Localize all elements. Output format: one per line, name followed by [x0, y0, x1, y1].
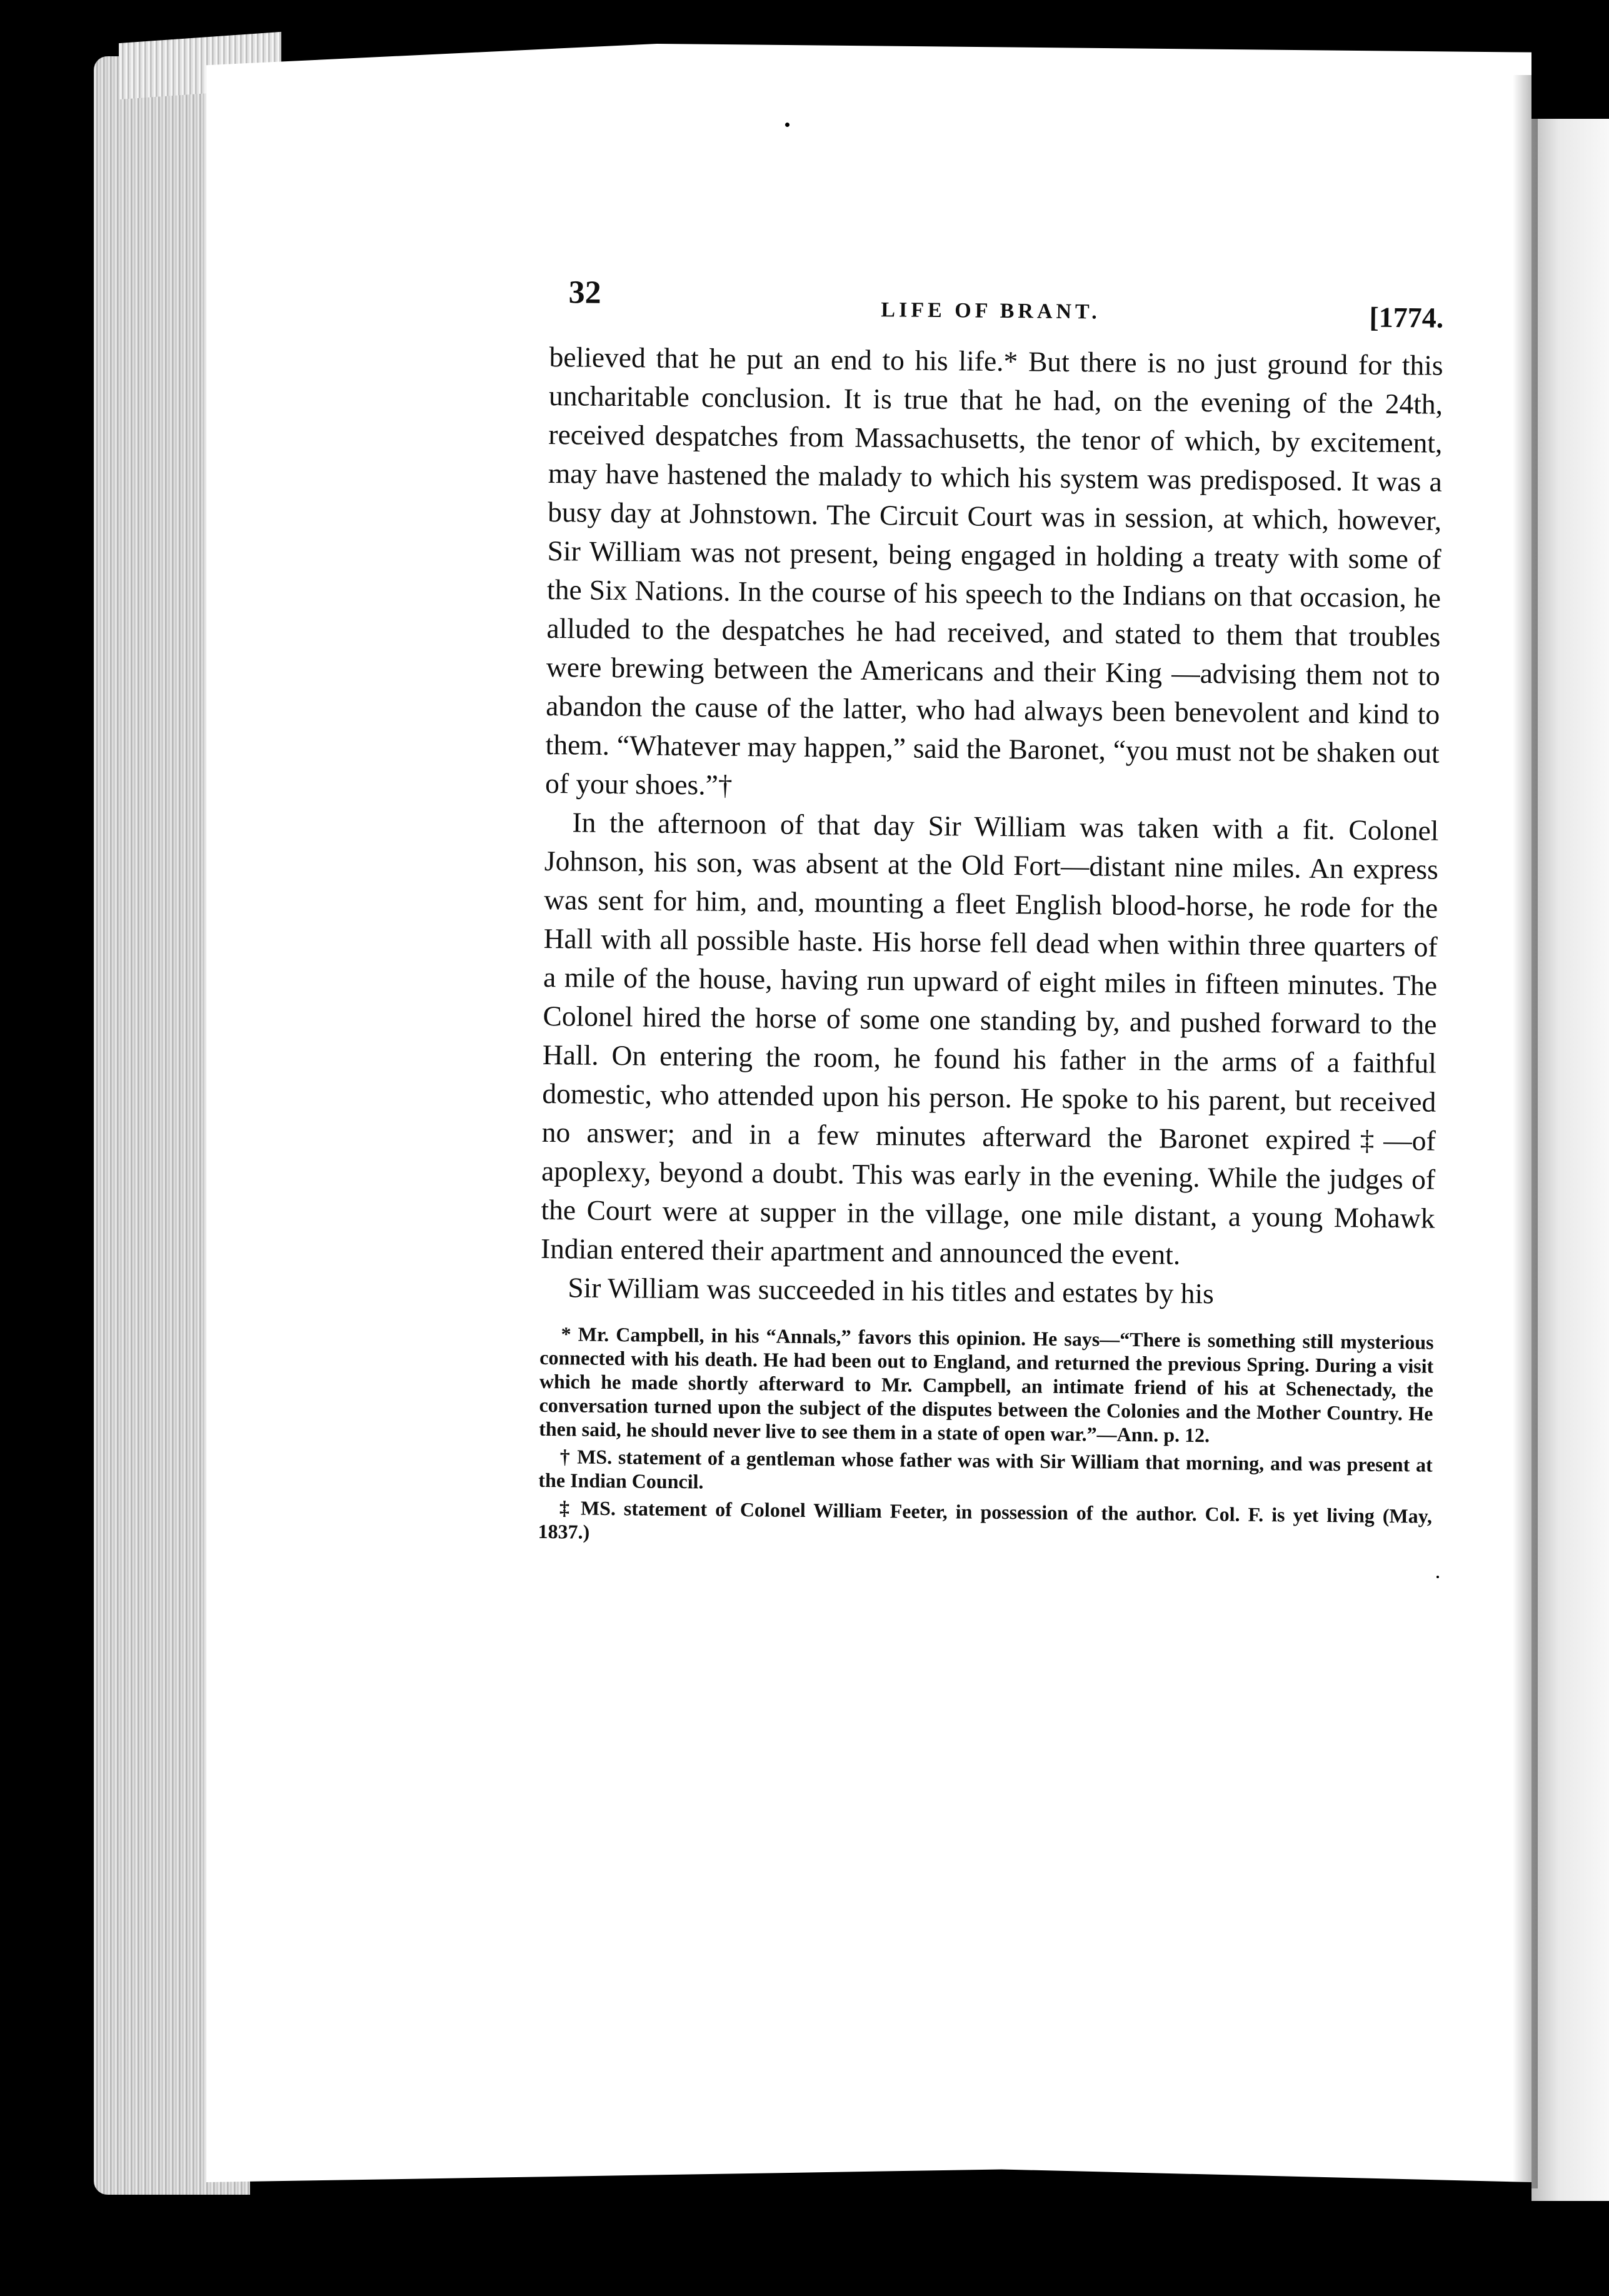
- footnote: * Mr. Campbell, in his “Annals,” favors this opinion. He says—“There is something still mysterious connected with his death. He had been out to England, and returned the previous Spring. During a visit which he made shortly afterward to Mr. Campbell, an intimate friend of his at Schenectady, the conversation turned upon the subject of the disputes between the Colonies and the Mother Country. He then said, he should never live to see them in a state of open war.”—Ann. p. 12.: [539, 1322, 1434, 1447]
- paragraph: believed that he put an end to his life.* But there is no just ground for this uncharitable conclusion. It is true that he had, on the evening of the 24th, received despatches from Massachusetts, the tenor of which, by excitement, may have hastened the malady to which his system was predisposed. It was a busy day at Johnstown. The Circuit Court was in session, at which, however, Sir William was not present, being engaged in holding a treaty with some of the Six Nations. In the course of his speech to the Indians on that occasion, he alluded to the despatches he had received, and stated to them that troubles were brewing between the Americans and their King —advising them not to abandon the cause of the latter, who had always been benevolent and kind to them. “Whatever may happen,” said the Baronet, “you must not be shaken out of your shoes.”†: [544, 340, 1443, 801]
- body-text: [540, 338, 1443, 1316]
- paragraph: In the afternoon of that day Sir William was taken with a fit. Colonel Johnson, his son, was absent at the Old Fort—distant nine miles. An express was sent for him, and, mounting a fleet English blood-horse, he rode for the Hall with all possible haste. His horse fell dead when within three quarters of a mile of the house, having run upward of eight miles in fifteen minutes. The Colonel hired the horse of some one standing by, and pushed forward to the Hall. On entering the room, he found his father in the arms of a faithful domestic, who attended upon his person. He spoke to his parent, but received no answer; and in a few minutes afterward the Baronet expired‡—of apoplexy, beyond a doubt. This was early in the evening. While the judges of the Court were at supper in the village, one mile distant, a young Mohawk Indian entered their apartment and announced the event.: [540, 806, 1439, 1271]
- running-year: [1774.: [1369, 301, 1444, 334]
- footnote: † MS. statement of a gentleman whose father was with Sir William that morning, and was present at the Indian Council.: [538, 1445, 1433, 1493]
- text-column: [538, 269, 1444, 1556]
- paragraph: Sir William was succeeded in his titles and estates by his: [568, 1271, 1215, 1310]
- running-head: [549, 269, 1444, 346]
- facing-page-edge: [1531, 119, 1609, 2201]
- gutter-shadow: [1513, 75, 1538, 2188]
- dust-speck: [785, 123, 789, 127]
- dust-speck: [1436, 1576, 1439, 1578]
- page-number: 32: [568, 274, 601, 311]
- footnote: ‡ MS. statement of Colonel William Feeter, in possession of the author. Col. F. is yet living (May, 1837.): [538, 1496, 1433, 1543]
- running-title: LIFE OF BRANT.: [881, 298, 1101, 324]
- footnotes: [538, 1322, 1433, 1552]
